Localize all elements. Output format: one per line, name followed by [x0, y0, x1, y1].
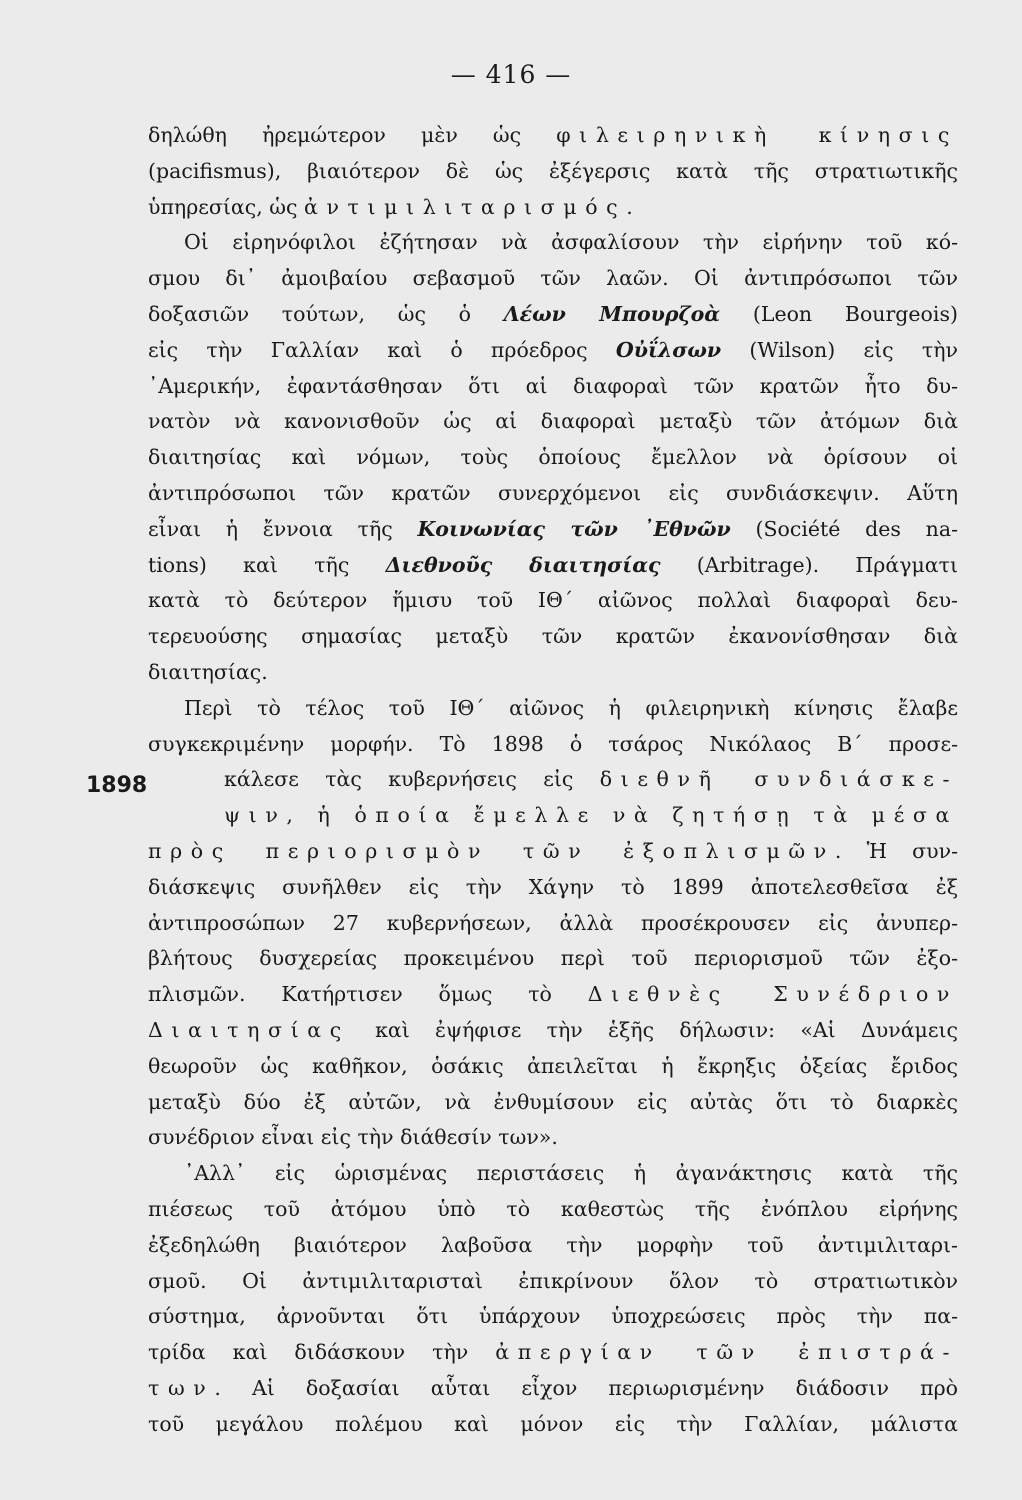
text-line	[148, 1192, 958, 1228]
text-line	[148, 798, 958, 834]
spaced-term: Διεθνὲς Συνέδριον	[587, 982, 958, 1007]
text-line	[148, 476, 958, 512]
text-line	[148, 762, 958, 798]
text-line	[148, 1371, 958, 1407]
text-line	[148, 404, 958, 440]
text-line	[148, 655, 958, 691]
text-run: βλήτους δυσχερείας προκειμένου περὶ τοῦ περιορισμοῦ τῶν ἐξο-	[148, 946, 958, 971]
text-run: (pacifismus), βιαιότερον δὲ ὡς ἐξέγερσις κατὰ τῆς στρατιωτικῆς	[148, 158, 958, 183]
spaced-term: φιλειρηνικὴ κίνησις	[556, 123, 958, 147]
text-run: μεταξὺ δύο ἐξ αὐτῶν, νὰ ἐνθυμίσουν εἰς αὐτὰς ὅτι τὸ διαρκὲς	[148, 1089, 958, 1114]
text-run: (Wilson) εἰς τὴν	[721, 337, 958, 362]
text-line	[148, 154, 958, 190]
text-run: tions) καὶ τῆς	[148, 552, 386, 577]
emphasized-term: Κοινωνίας τῶν ᾽Εθνῶν	[417, 516, 731, 541]
text-line	[148, 1120, 958, 1156]
text-run: διάσκεψις συνῆλθεν εἰς τὴν Χάγην τὸ 1899 ἀποτελεσθεῖσα ἐξ	[148, 874, 958, 899]
text-run: διαιτησίας.	[148, 659, 268, 684]
text-run: διαιτησίας καὶ νόμων, τοὺς ὁποίους ἔμελλον νὰ ὁρίσουν οἱ	[148, 445, 958, 470]
emphasized-term: Οὐΐλσων	[615, 337, 722, 362]
text-run: σμου δι᾽ ἀμοιβαίου σεβασμοῦ τῶν λαῶν. Οἱ ἀντιπρόσωποι τῶν	[148, 266, 958, 291]
text-run: ᾽Αμερικήν, ἐφαντάσθησαν ὅτι αἱ διαφοραὶ τῶν κρατῶν ἦτο δυ-	[148, 373, 958, 398]
emphasized-term: Λέων Μπουρζοὰ	[503, 301, 721, 326]
text-line	[148, 941, 958, 977]
text-line	[148, 225, 958, 261]
text-run: ἐξεδηλώθη βιαιότερον λαβοῦσα τὴν μορφὴν τοῦ ἀντιμιλιταρι-	[148, 1232, 958, 1257]
text-run: Περὶ τὸ τέλος τοῦ ΙΘ´ αἰῶνος ἡ φιλειρηνικὴ κίνησις ἔλαβε	[184, 695, 958, 720]
text-line	[148, 906, 958, 942]
text-run: (Leon Bourgeois)	[720, 301, 958, 326]
text-line	[148, 369, 958, 405]
text-line	[148, 190, 958, 226]
text-line	[148, 1085, 958, 1121]
text-line	[148, 834, 958, 870]
text-run: θεωροῦν ὡς καθῆκον, ὁσάκις ἀπειλεῖται ἡ ἔκρηξις ὀξείας ἔριδος	[148, 1053, 958, 1078]
text-run: . Αἱ δοξασίαι αὗται εἶχον περιωρισμένην διάδοσιν πρὸ	[214, 1375, 958, 1400]
text-run: (Arbitrage). Πράγματι	[660, 552, 958, 577]
text-run: ἀντιπρόσωποι τῶν κρατῶν συνερχόμενοι εἰς συνδιάσκεψιν. Αὕτη	[148, 480, 958, 505]
text-run: εἶναι ἡ ἔννοια τῆς	[148, 516, 418, 541]
text-line	[148, 297, 958, 333]
text-run: (Société des na-	[730, 516, 958, 541]
text-run: εἰς τὴν Γαλλίαν καὶ ὁ πρόεδρος	[148, 337, 616, 362]
text-line	[148, 1156, 958, 1192]
spaced-term: των	[148, 1375, 215, 1400]
text-line	[148, 261, 958, 297]
text-line	[148, 583, 958, 619]
text-run: σμοῦ. Οἱ ἀντιμιλιταρισταὶ ἐπικρίνουν ὅλον τὸ στρατιωτικὸν	[148, 1268, 958, 1293]
text-run: τοῦ μεγάλου πολέμου καὶ μόνον εἰς τὴν Γαλλίαν, μάλιστα	[148, 1411, 958, 1436]
spaced-term: ἀπεργίαν τῶν ἐπιστρά-	[495, 1340, 958, 1365]
text-run: συνέδριον εἶναι εἰς τὴν διάθεσίν των».	[148, 1125, 558, 1150]
text-run: δηλώθη ἠρεμώτερον μὲν ὡς	[148, 123, 557, 147]
text-line	[148, 118, 958, 154]
text-run: .	[626, 194, 633, 219]
text-run: ὑπηρεσίας, ὡς	[148, 194, 304, 219]
text-run: κάλεσε τὰς κυβερνήσεις εἰς	[224, 767, 600, 792]
text-run: πλισμῶν. Κατήρτισεν ὅμως τὸ	[148, 982, 588, 1007]
text-run: κατὰ τὸ δεύτερον ἥμισυ τοῦ ΙΘ´ αἰῶνος πολλαὶ διαφοραὶ δευ-	[148, 588, 958, 613]
text-run: νατὸν νὰ κανονισθοῦν ὡς αἱ διαφοραὶ μεταξὺ τῶν ἀτόμων διὰ	[148, 409, 958, 434]
spaced-term: διεθνῆ συνδιάσκε-	[599, 767, 959, 792]
spaced-term: ψιν, ἡ ὁποία ἔμελλε νὰ ζητήσῃ τὰ μέσα	[224, 803, 958, 828]
text-run: πιέσεως τοῦ ἀτόμου ὑπὸ τὸ καθεστὼς τῆς ἐνόπλου εἰρήνης	[148, 1196, 958, 1221]
text-line	[148, 1407, 958, 1443]
text-run: τρίδα καὶ διδάσκουν τὴν	[148, 1340, 496, 1365]
text-line	[148, 727, 958, 763]
text-run: σύστημα, ἀρνοῦνται ὅτι ὑπάρχουν ὑποχρεώσεις πρὸς τὴν πα-	[148, 1304, 958, 1329]
text-run: καὶ ἐψήφισε τὴν ἑξῆς δήλωσιν: «Αἱ Δυνάμεις	[349, 1017, 958, 1042]
text-line	[148, 1264, 958, 1300]
text-run: δοξασιῶν τούτων, ὡς ὁ	[148, 301, 504, 326]
text-line	[148, 512, 958, 548]
text-run: ᾽Αλλ᾽ εἰς ὡρισμένας περιστάσεις ἡ ἀγανάκτησις κατὰ τῆς	[184, 1161, 958, 1186]
text-run: Οἱ εἰρηνόφιλοι ἐζήτησαν νὰ ἀσφαλίσουν τὴν εἰρήνην τοῦ κό-	[184, 230, 958, 255]
text-line	[148, 619, 958, 655]
text-line	[148, 691, 958, 727]
body-text	[148, 118, 958, 1442]
text-line	[148, 1335, 958, 1371]
page-number: — 416 —	[450, 60, 572, 89]
text-line	[148, 333, 958, 369]
emphasized-term: Διεθνοῦς διαιτησίας	[385, 552, 661, 577]
text-line	[148, 1049, 958, 1085]
text-line	[148, 1299, 958, 1335]
spaced-term: Διαιτησίας	[148, 1017, 350, 1042]
text-line	[148, 1013, 958, 1049]
text-line	[148, 440, 958, 476]
margin-note-year: 1898	[86, 773, 148, 798]
text-line	[148, 870, 958, 906]
spaced-term: ἀντιμιλιταρισμός	[304, 194, 627, 219]
text-run: συγκεκριμένην μορφήν. Τὸ 1898 ὁ τσάρος Νικόλαος Β´ προσε-	[148, 731, 958, 756]
spaced-term: πρὸς περιορισμὸν τῶν ἐξοπλισμῶν	[148, 838, 835, 863]
text-run: ἀντιπροσώπων 27 κυβερνήσεων, ἀλλὰ προσέκρουσεν εἰς ἀνυπερ-	[148, 910, 958, 935]
text-line	[148, 1228, 958, 1264]
text-line	[148, 977, 958, 1013]
text-run: . Ἡ συν-	[834, 838, 959, 863]
text-run: τερευούσης σημασίας μεταξὺ τῶν κρατῶν ἐκανονίσθησαν διὰ	[148, 624, 958, 649]
text-line	[148, 548, 958, 584]
